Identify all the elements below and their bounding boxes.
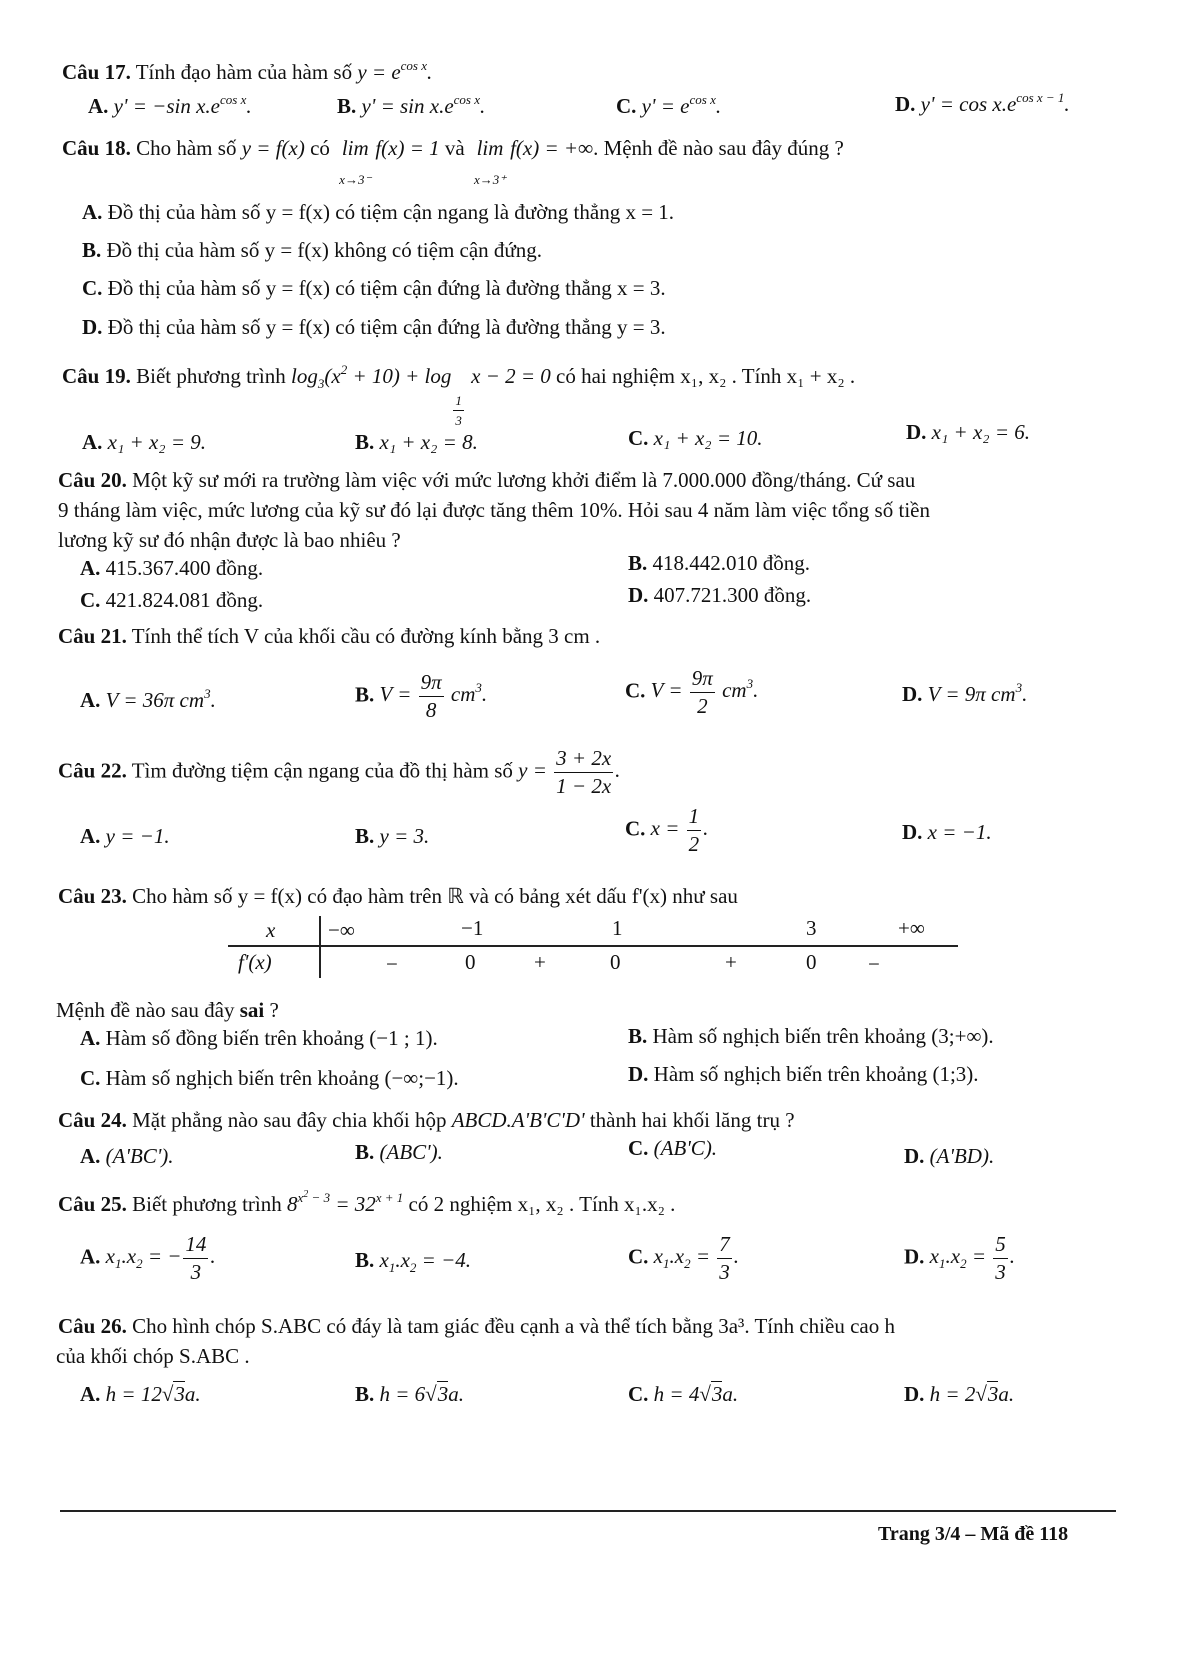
sign-table-x-value: −1: [461, 916, 484, 940]
question-label: Câu 23.: [58, 884, 127, 908]
option-key: D.: [906, 420, 927, 444]
option-math: $y' = e^{cos x}$.: [641, 92, 722, 118]
sign-table-sign: +: [725, 950, 737, 974]
sign-table-sign: 0: [806, 950, 817, 974]
option-text: 407.721.300 đồng.: [653, 583, 812, 607]
option-text: Hàm số đồng biến trên khoảng (−1 ; 1).: [105, 1026, 438, 1050]
option-math: V = $\frac{9\pi}{8}$ $cm^3$.: [379, 670, 488, 722]
option-key: A.: [82, 200, 103, 224]
question-text: Cho hình chóp S.ABC có đáy là tam giác đều cạnh a và thể tích bằng 3a³. Tính chiều cao h: [132, 1314, 895, 1338]
option-22-b[interactable]: [355, 826, 429, 847]
option-text: Hàm số nghịch biến trên khoảng (1;3).: [653, 1062, 979, 1086]
option-key: D.: [902, 682, 923, 706]
option-key: C.: [80, 1066, 101, 1090]
option-26-c[interactable]: [628, 1384, 738, 1405]
question-text: Tính đạo hàm của hàm số: [135, 60, 353, 84]
question-text: . Mệnh đề nào sau đây đúng ?: [593, 136, 844, 160]
question-22: [58, 748, 620, 797]
page-footer: Trang 3/4 – Mã đề 118: [878, 1523, 1069, 1545]
option-math: (A'BC').: [105, 1144, 174, 1168]
option-key: A.: [80, 1244, 101, 1269]
option-19-a[interactable]: [82, 432, 206, 453]
sign-table-sign: 0: [610, 950, 621, 974]
question-18: Câu 18. Cho hàm số y = f(x) có lim x→3⁻ f(x) = 1 và lim x→3⁺ f(x) = +∞. Mệnh đề nào sau đây đúng ?: [62, 136, 844, 187]
option-18-b[interactable]: [82, 240, 542, 261]
question-text: ?: [264, 998, 279, 1022]
limit-left: lim x→3⁻: [339, 136, 372, 187]
option-text: Đồ thị của hàm số y = f(x) có tiệm cận ngang là đường thẳng x = 1.: [107, 200, 675, 224]
option-20-d[interactable]: [628, 585, 811, 606]
sign-table-sign: 0: [465, 950, 476, 974]
question-label: Câu 18.: [62, 136, 131, 160]
option-math: V = 9π $cm^3$.: [927, 680, 1028, 706]
option-math: h = 2√3a.: [929, 1382, 1015, 1406]
option-math: $x_1.x_2$ = $\frac{7}{3}$ .: [653, 1232, 739, 1284]
option-text: 418.442.010 đồng.: [652, 551, 811, 575]
option-25-d[interactable]: [904, 1234, 1015, 1283]
option-key: B.: [628, 551, 648, 575]
option-24-a[interactable]: [80, 1146, 174, 1167]
question-20-line-3: [58, 530, 401, 551]
option-key: C.: [628, 1382, 649, 1406]
question-math: $y = e^{cos x}$.: [357, 58, 433, 84]
sign-table-x-value: +∞: [898, 916, 925, 940]
option-key: D.: [82, 315, 103, 339]
option-key: B.: [355, 1140, 375, 1164]
option-key: C.: [625, 678, 646, 703]
option-math: x₁ + x₂ = 10.: [653, 426, 763, 450]
sign-table-x-value: 1: [612, 916, 623, 940]
option-text: Đồ thị của hàm số y = f(x) không có tiệm cận đứng.: [106, 238, 543, 262]
option-key: C.: [625, 816, 646, 841]
question-17: [62, 58, 433, 84]
question-text: Biết phương trình: [132, 1192, 282, 1216]
option-key: B.: [355, 824, 375, 848]
option-26-b[interactable]: [355, 1384, 464, 1405]
sign-table-sign: −: [386, 952, 398, 976]
option-key: B.: [355, 1248, 375, 1272]
option-17-d[interactable]: [895, 90, 1070, 116]
option-math: $y' = \sin x.e^{cos x}$.: [361, 92, 486, 118]
question-label: Câu 25.: [58, 1192, 127, 1216]
option-20-c[interactable]: [80, 590, 263, 611]
question-text: Mặt phẳng nào sau đây chia khối hộp: [132, 1108, 447, 1132]
option-math: h = 12√3a.: [105, 1382, 201, 1406]
option-key: A.: [88, 94, 109, 118]
option-math: (AB'C).: [653, 1136, 718, 1160]
option-17-b[interactable]: [337, 92, 486, 118]
option-key: C.: [628, 426, 649, 450]
option-key: B.: [82, 238, 102, 262]
question-math: $8^{x^2 - 3} = 32^{x + 1}$: [287, 1189, 404, 1216]
sign-table: [228, 916, 958, 978]
question-23-prompt: [56, 1000, 279, 1021]
question-text: của khối chóp S.ABC .: [56, 1344, 250, 1368]
option-key: A.: [82, 430, 103, 454]
option-math: V = $\frac{9\pi}{2}$ $cm^3$.: [650, 666, 759, 718]
option-25-c[interactable]: [628, 1234, 739, 1283]
question-label: Câu 17.: [62, 60, 131, 84]
question-21: [58, 626, 600, 647]
question-text: có hai nghiệm x₁, x₂ . Tính x₁ + x₂ .: [556, 364, 856, 388]
option-math: (ABC').: [379, 1140, 443, 1164]
option-22-c[interactable]: [625, 806, 708, 855]
sign-table-fprime-label: f'(x): [238, 950, 272, 974]
option-text: Hàm số nghịch biến trên khoảng (−∞;−1).: [105, 1066, 459, 1090]
question-math: ABCD.A'B'C'D': [451, 1108, 585, 1132]
option-21-d[interactable]: [902, 680, 1028, 706]
option-math: y = −1.: [105, 824, 170, 848]
question-text: thành hai khối lăng trụ ?: [589, 1108, 795, 1132]
question-keyword: sai: [239, 998, 265, 1022]
option-25-b[interactable]: [355, 1248, 472, 1275]
option-24-c[interactable]: [628, 1138, 717, 1159]
question-20-line-2: [58, 500, 930, 521]
question-text: có 2 nghiệm x₁, x₂ . Tính x₁.x₂ .: [408, 1192, 676, 1216]
option-19-b[interactable]: [355, 432, 478, 453]
option-24-b[interactable]: [355, 1142, 443, 1163]
option-key: A.: [80, 688, 101, 712]
option-math: y' = −sin $x.e^{cos x}$.: [113, 92, 252, 118]
option-18-c[interactable]: [82, 278, 666, 299]
option-key: D.: [904, 1382, 925, 1406]
option-math: y = 3.: [379, 824, 430, 848]
option-key: A.: [80, 1144, 101, 1168]
option-23-b[interactable]: [628, 1026, 994, 1047]
option-25-a[interactable]: [80, 1234, 216, 1283]
option-22-a[interactable]: [80, 826, 170, 847]
option-key: A.: [80, 824, 101, 848]
question-text: 9 tháng làm việc, mức lương của kỹ sư đó lại được tăng thêm 10%. Hỏi sau 4 năm làm việc tổng số tiền: [58, 498, 930, 522]
sign-table-hline: [228, 945, 958, 947]
option-20-b[interactable]: [628, 553, 810, 574]
option-math: h = 6√3a.: [379, 1382, 464, 1406]
question-23: [58, 886, 738, 907]
option-text: 415.367.400 đồng.: [105, 556, 264, 580]
question-math: y = f(x): [241, 136, 305, 160]
sign-table-vline: [319, 916, 321, 978]
option-math: $x_1.x_2 = -4$.: [379, 1248, 472, 1275]
question-26: [58, 1316, 895, 1337]
option-19-d[interactable]: [906, 422, 1030, 443]
question-label: Câu 19.: [62, 364, 131, 388]
option-23-d[interactable]: [628, 1064, 979, 1085]
option-26-d[interactable]: [904, 1384, 1014, 1405]
question-text: Cho hàm số y = f(x) có đạo hàm trên ℝ và có bảng xét dấu f'(x) như sau: [132, 884, 738, 908]
option-math: x = $\frac{1}{2}$ .: [650, 804, 709, 856]
option-key: D.: [904, 1144, 925, 1168]
option-key: D.: [628, 1062, 649, 1086]
option-text: Đồ thị của hàm số y = f(x) có tiệm cận đứng là đường thẳng x = 3.: [107, 276, 666, 300]
option-math: x₁ + x₂ = 9.: [107, 430, 207, 454]
option-21-b[interactable]: [355, 672, 487, 721]
option-key: D.: [904, 1244, 925, 1269]
option-key: C.: [80, 588, 101, 612]
question-26-line-2: [56, 1346, 250, 1367]
option-22-d[interactable]: [902, 822, 992, 843]
option-23-c[interactable]: [80, 1068, 459, 1089]
option-text: Đồ thị của hàm số y = f(x) có tiệm cận đứng là đường thẳng y = 3.: [107, 315, 666, 339]
sign-table-sign: −: [868, 952, 880, 976]
option-21-c[interactable]: [625, 668, 758, 717]
question-label: Câu 26.: [58, 1314, 127, 1338]
option-key: D.: [902, 820, 923, 844]
option-text: Hàm số nghịch biến trên khoảng (3;+∞).: [652, 1024, 994, 1048]
question-label: Câu 22.: [58, 758, 127, 783]
question-19: [62, 362, 856, 428]
option-key: A.: [80, 1382, 101, 1406]
question-20: [58, 470, 915, 491]
option-key: B.: [628, 1024, 648, 1048]
question-label: Câu 21.: [58, 624, 127, 648]
option-26-a[interactable]: [80, 1384, 201, 1405]
option-math: $x_1.x_2$ = − $\frac{14}{3}$ .: [105, 1232, 216, 1284]
sign-table-sign: +: [534, 950, 546, 974]
option-key: B.: [355, 1382, 375, 1406]
option-19-c[interactable]: [628, 428, 763, 449]
option-17-c[interactable]: [616, 92, 722, 118]
option-18-a[interactable]: [82, 202, 674, 223]
question-math: y = $\frac{3 + 2x}{1 - 2x}$ .: [518, 746, 621, 798]
question-math: $\log_3(x^2 + 10) + \log$ $\frac{1}{3}$ x − 2 = 0: [291, 362, 551, 428]
question-text: Biết phương trình: [136, 364, 286, 388]
option-math: V = 36π $cm^3$.: [105, 686, 216, 712]
sign-table-x-value: 3: [806, 916, 817, 940]
option-key: C.: [628, 1136, 649, 1160]
question-text: Một kỹ sư mới ra trường làm việc với mức lương khởi điểm là 7.000.000 đồng/tháng. Cứ sau: [132, 468, 916, 492]
option-key: C.: [82, 276, 103, 300]
option-key: C.: [628, 1244, 649, 1269]
limit-right: lim x→3⁺: [473, 136, 507, 187]
question-text: có: [310, 136, 330, 160]
question-text: lương kỹ sư đó nhận được là bao nhiêu ?: [58, 528, 401, 552]
option-17-a[interactable]: [88, 92, 252, 118]
option-math: x₁ + x₂ = 6.: [931, 420, 1031, 444]
question-label: Câu 24.: [58, 1108, 127, 1132]
option-key: A.: [80, 1026, 101, 1050]
option-key: B.: [355, 682, 375, 707]
sign-table-x-value: −∞: [328, 918, 355, 942]
question-text: Tìm đường tiệm cận ngang của đồ thị hàm số: [131, 758, 513, 783]
option-text: 421.824.081 đồng.: [105, 588, 264, 612]
option-key: D.: [628, 583, 649, 607]
option-math: (A'BD).: [929, 1144, 995, 1168]
option-math: x₁ + x₂ = 8.: [379, 430, 478, 454]
option-math: $x_1.x_2$ = $\frac{5}{3}$ .: [929, 1232, 1015, 1284]
question-text: và: [444, 136, 465, 160]
option-key: B.: [355, 430, 375, 454]
sign-table-x-label: x: [266, 918, 276, 942]
question-24: [58, 1110, 795, 1131]
option-21-a[interactable]: [80, 686, 216, 712]
question-text: Cho hàm số: [136, 136, 237, 160]
option-math: h = 4√3a.: [653, 1382, 739, 1406]
question-label: Câu 20.: [58, 468, 127, 492]
option-18-d[interactable]: [82, 317, 666, 338]
footer-divider: [60, 1510, 1116, 1512]
option-20-a[interactable]: [80, 558, 263, 579]
question-25: [58, 1189, 676, 1216]
option-23-a[interactable]: [80, 1028, 438, 1049]
option-math: x = −1.: [927, 820, 992, 844]
question-text: Tính thể tích V của khối cầu có đường kính bằng 3 cm .: [131, 624, 601, 648]
option-key: A.: [80, 556, 101, 580]
option-24-d[interactable]: [904, 1146, 994, 1167]
option-math: $y' = \cos x.e^{cos x - 1}$.: [920, 90, 1070, 116]
option-key: B.: [337, 94, 357, 118]
question-text: Mệnh đề nào sau đây: [56, 998, 240, 1022]
option-key: D.: [895, 92, 916, 116]
option-key: C.: [616, 94, 637, 118]
